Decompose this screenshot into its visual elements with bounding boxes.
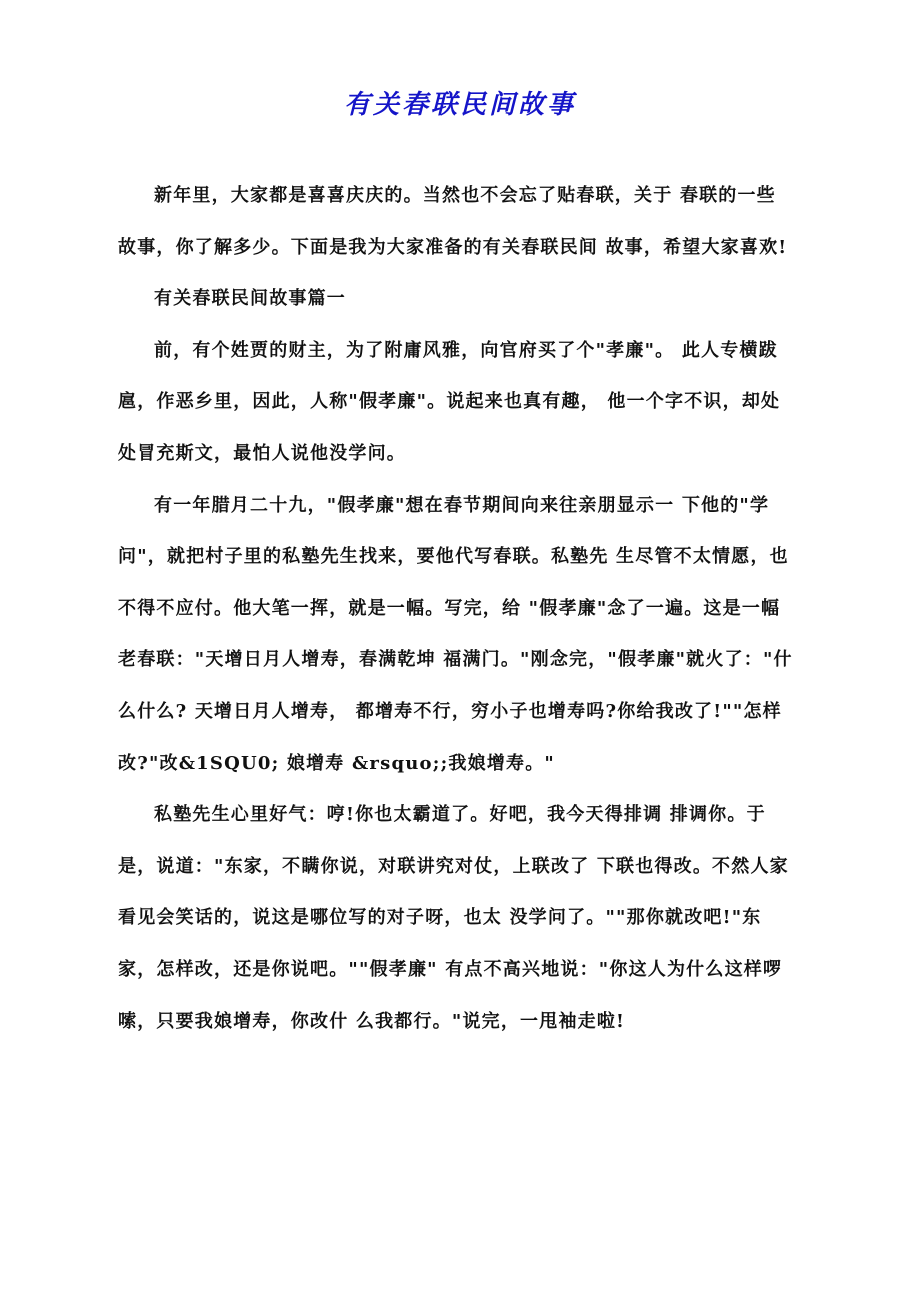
paragraph-story-3: 私塾先生心里好气：哼!你也太霸道了。好吧，我今天得排调 排调你。于是，说道："东家，不瞒你说，对联讲究对仗，上联改了 下联也得改。不然人家看见会笑话的，说这是哪位写的对子呀，也太 没学问了。""那你就改吧!"东家，怎样改，还是你说吧。""假孝廉" 有点不高兴地说："你这人为什么这样啰嗦，只要我娘增寿，你改什 么我都行。"说完，一甩袖走啦!	[118, 804, 789, 1032]
document-body	[118, 170, 793, 1047]
paragraph-intro: 新年里，大家都是喜喜庆庆的。当然也不会忘了贴春联，关于 春联的一些故事，你了解多少。下面是我为大家准备的有关春联民间 故事，希望大家喜欢!	[118, 185, 788, 258]
paragraph-story-2: 有一年腊月二十九，"假孝廉"想在春节期间向来往亲朋显示一 下他的"学问"，就把村子里的私塾先生找来，要他代写春联。私塾先 生尽管不太情愿，也不得不应付。他大笔一挥，就是一幅。写完，给 "假孝廉"念了一遍。这是一幅老春联："天增日月人增寿，春满乾坤 福满门。"刚念完，"假孝廉"就火了："什么什么? 天增日月人增寿， 都增寿不行，穷小子也增寿吗?你给我改了!""怎样改?"改&1SQU0; 娘增寿 &rsquo;;我娘增寿。"	[118, 494, 793, 774]
section-heading: 有关春联民间故事篇一	[154, 288, 346, 310]
paragraph-story-1: 前，有个姓贾的财主，为了附庸风雅，向官府买了个"孝廉"。 此人专横跋扈，作恶乡里，因此，人称"假孝廉"。说起来也真有趣， 他一个字不识，却处处冒充斯文，最怕人说他没学问。	[118, 339, 781, 464]
document-title: 有关春联民间故事	[343, 90, 576, 120]
